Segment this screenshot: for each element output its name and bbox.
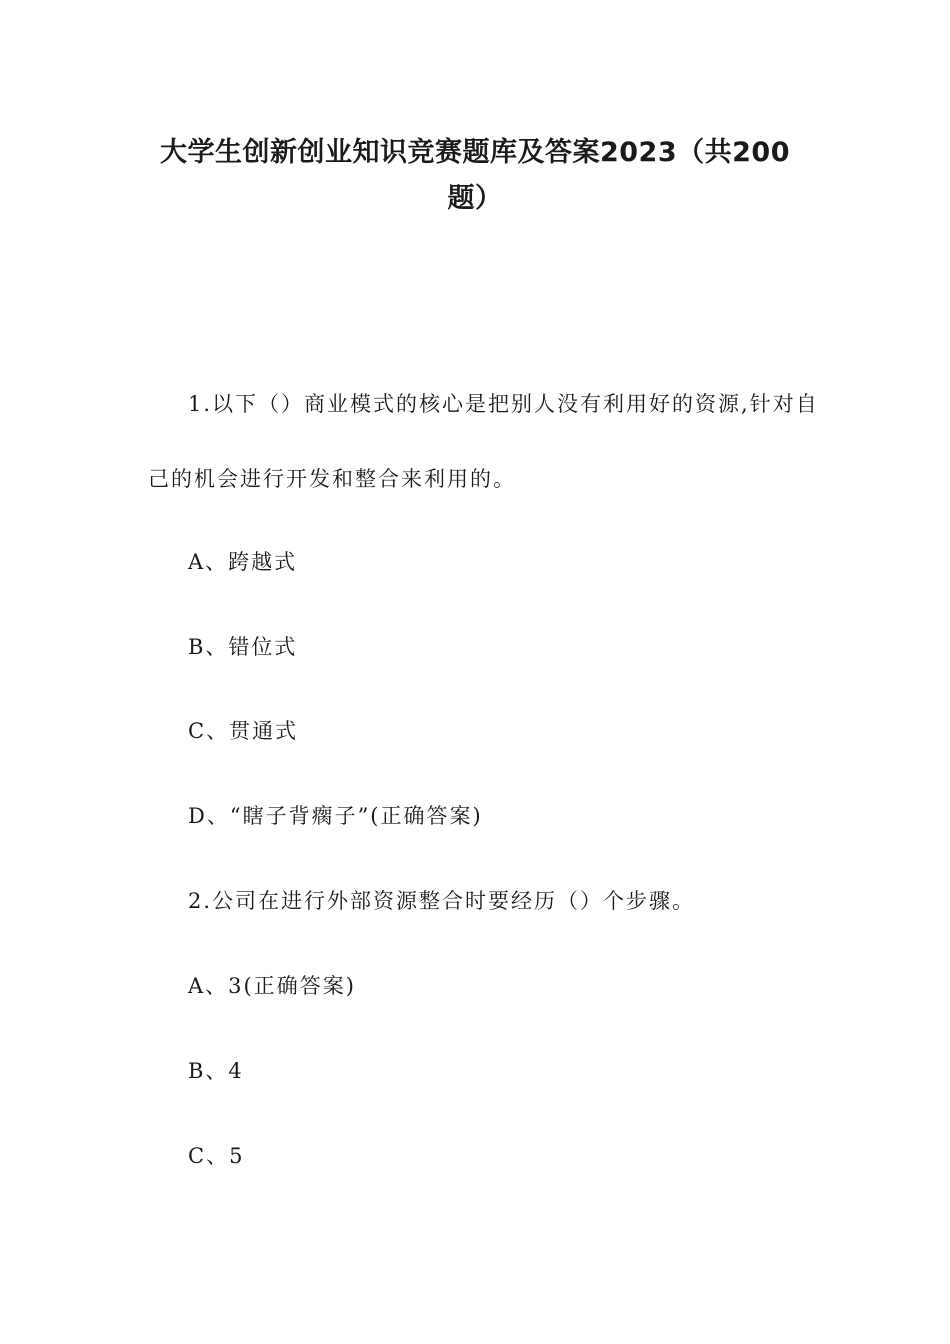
- question-1-option-a: A、跨越式: [188, 550, 298, 574]
- question-1-option-b: B、错位式: [188, 635, 298, 659]
- question-1-option-c: C、贯通式: [188, 719, 299, 743]
- question-2-text: 2.公司在进行外部资源整合时要经历（）个步骤。: [188, 889, 696, 913]
- question-1-option-d: D、“瞎子背瘸子”(正确答案): [188, 804, 483, 828]
- question-1-text-continued: 己的机会进行开发和整合来利用的。: [148, 467, 516, 491]
- question-2-option-b: B、4: [188, 1059, 244, 1083]
- question-2-option-a: A、3(正确答案): [188, 974, 356, 998]
- question-2-option-c: C、5: [188, 1144, 245, 1168]
- question-1-text: 1.以下（）商业模式的核心是把别人没有利用好的资源,针对自: [188, 392, 819, 416]
- document-title-line-2: 题）: [447, 183, 503, 214]
- document-title-line-1: 大学生创新创业知识竞赛题库及答案2023（共200: [159, 137, 790, 168]
